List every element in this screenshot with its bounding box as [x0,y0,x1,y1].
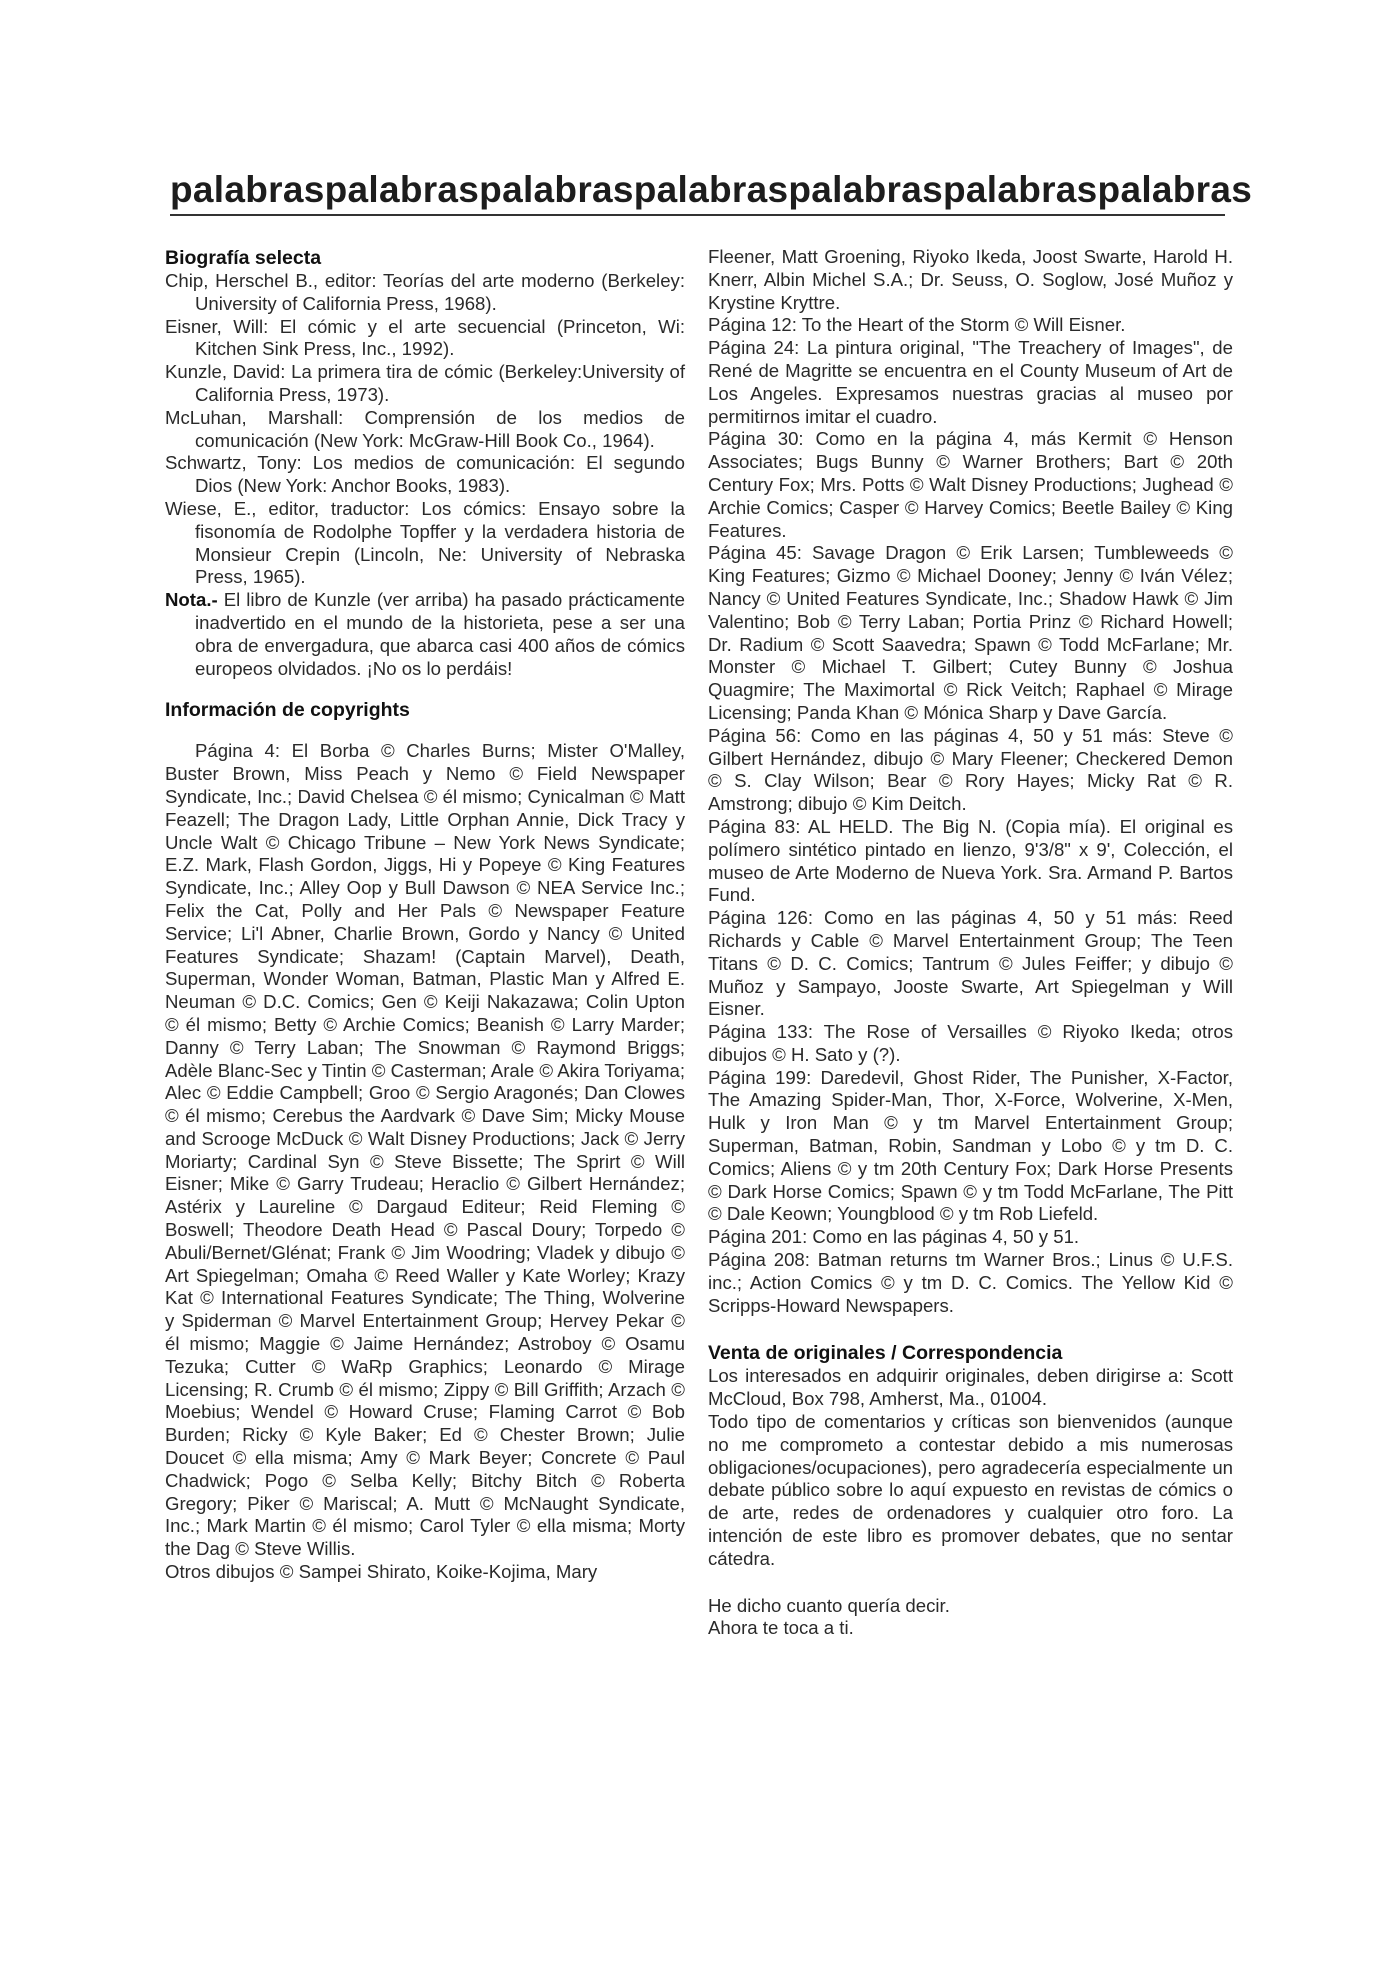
bibliography-entry: Chip, Herschel B., editor: Teorías del arte moderno (Berkeley: University of California Press, 1968). [165,270,685,314]
sales-paragraph: Los interesados en adquirir originales, deben dirigirse a: Scott McCloud, Box 798, Amherst, Ma., 01004. [708,1365,1233,1410]
header-title: palabraspalabraspalabraspalabraspalabraspalabraspalabras [170,169,1253,210]
page-header [170,168,1253,216]
copyright-paragraph: Fleener, Matt Groening, Riyoko Ikeda, Joost Swarte, Harold H. Knerr, Albin Michel S.A.; Dr. Seuss, O. Soglow, José Muñoz y Krystine Kryttre. [708,246,1233,313]
copyright-paragraph: Página 56: Como en las páginas 4, 50 y 51 más: Steve © Gilbert Hernández, dibujo © Mary Fleener; Checkered Demon © S. Clay Wilson; Bear © Rory Hayes; Micky Rat © R. Amstrong; dibujo © Kim Deitch. [708,724,1233,815]
copyright-paragraph: Página 30: Como en la página 4, más Kermit © Henson Associates; Bugs Bunny © Warner Brothers; Bart © 20th Century Fox; Mrs. Potts © Walt Disney Productions; Jughead © Archie Comics; Casper © Harvey Comics; Beetle Bailey © King Features. [708,428,1233,541]
bibliography-entry: Schwartz, Tony: Los medios de comunicación: El segundo Dios (New York: Anchor Books, 1983). [165,452,685,497]
bibliography-entry: McLuhan, Marshall: Comprensión de los medios de comunicación (New York: McGraw-Hill Book Co., 1964). [165,406,685,451]
copyright-paragraph: Página 208: Batman returns tm Warner Bros.; Linus © U.F.S. inc.; Action Comics © y tm D. C. Comics. The Yellow Kid © Scripps-Howard Newspapers. [708,1249,1233,1316]
bibliography-entry: Eisner, Will: El cómic y el arte secuencial (Princeton, Wi: Kitchen Sink Press, Inc., 1992). [165,315,685,360]
copyrights-heading: Información de copyrights [165,699,410,722]
closing-line: Ahora te toca a ti. [708,1617,854,1639]
copyright-paragraph: Página 12: To the Heart of the Storm © Will Eisner. [708,314,1126,336]
bibliography-entry: Wiese, E., editor, traductor: Los cómics: Ensayo sobre la fisonomía de Rodolphe Topffer y la verdadera historia de Monsieur Crepin (Lincoln, Ne: University of Nebraska Press, 1965). [165,497,685,588]
bibliography-heading: Biografía selecta [165,247,322,269]
bibliography-note [165,589,685,680]
copyrights-text: Página 4: El Borba © Charles Burns; Mister O'Malley, Buster Brown, Miss Peach y Nemo © Field Newspaper Syndicate, Inc.; David Chelsea © él mismo; Cynicalman © Matt Feazell; The Dragon Lady, Little Orphan Annie, Dick Tracy y Uncle Walt © Chicago Tribune – New York News Syndicate; E.Z. Mark, Flash Gordon, Jiggs, Hi y Popeye © King Features Syndicate, Inc.; Alley Oop y Bull Dawson © NEA Service Inc.; Felix the Cat, Polly and Her Pals © Newspaper Feature Service; Li'l Abner, Charlie Brown, Gordo y Nancy © United Features Syndicate; Shazam! (Captain Marvel), Death, Superman, Wonder Woman, Batman, Plastic Man y Alfred E. Neuman © D.C. Comics; Gen © Keiji Nakazawa; Colin Upton © él mismo; Betty © Archie Comics; Beanish © Larry Marder; Danny © Terry Laban; The Snowman © Raymond Briggs; Adèle Blanc-Sec y Tintin © Casterman; Arale © Akira Toriyama; Alec © Eddie Campbell; Groo © Sergio Aragonés; Dan Clowes © él mismo; Cerebus the Aardvark © Dave Sim; Micky Mouse and Scrooge McDuck © Walt Disney Productions; Jack © Jerry Moriarty; Cardinal Syn © Steve Bissette; The Sprirt © Will Eisner; Mike © Garry Trudeau; Heraclio © Gilbert Hernández; Astérix y Laureline © Dargaud Editeur; Reid Fleming © Boswell; Theodore Death Head © Pascal Doury; Torpedo © Abuli/Bernet/Glénat; Frank © Jim Woodring; Vladek y dibujo © Art Spiegelman; Omaha © Reed Waller y Kate Worley; Krazy Kat © International Features Syndicate; The Thing, Wolverine y Spiderman © Marvel Entertainment Group; Hervey Pekar © él mismo; Maggie © Jaime Hernández; Astroboy © Osamu Tezuka; Cutter © WaRp Graphics; Leonardo © Mirage Licensing; R. Crumb © él mismo; Zippy © Bill Griffith; Arzach © Moebius; Wendel © Howard Cruse; Flaming Carrot © Bob Burden; Ricky © Kyle Baker; Ed © Chester Brown; Julie Doucet © ella misma; Amy © Mark Beyer; Concrete © Paul Chadwick; Pogo © Selba Kelly; Bitchy Bitch © Roberta Gregory; Piker © Mariscal; A. Mutt © McNaught Syndicate, Inc.; Mark Martin © él mismo; Carol Tyler © ella misma; Morty the Dag © Steve Willis. [165,740,686,1560]
copyright-paragraph: Página 24: La pintura original, "The Treachery of Images", de René de Magritte se encuentra en el County Museum of Art de Los Angeles. Expresamos nuestras gracias al museo por permitirnos imitar el cuadro. [708,337,1233,427]
copyright-paragraph: Página 133: The Rose of Versailles © Riyoko Ikeda; otros dibujos © H. Sato y (?). [708,1021,1233,1065]
copyright-paragraph: Página 201: Como en las páginas 4, 50 y 51. [708,1226,1080,1248]
bibliography-entry: Kunzle, David: La primera tira de cómic (Berkeley:University of California Press, 1973). [165,361,685,405]
right-column [708,246,1233,1640]
closing-line: He dicho cuanto quería decir. [708,1594,950,1616]
copyright-paragraph: Página 83: AL HELD. The Big N. (Copia mía). El original es polímero sintético pintado en lienzo, 9'3/8" x 9', Colección, el museo de Arte Moderno de Nueva York. Sra. Armand P. Bartos Fund. [708,815,1233,906]
copyright-paragraph: Página 199: Daredevil, Ghost Rider, The Punisher, X-Factor, The Amazing Spider-Man, Thor, X-Force, Wolverine, X-Men, Hulk y Iron Man © y tm Marvel Entertainment Group; Superman, Batman, Robin, Sandman y Lobo © y tm D. C. Comics; Aliens © y tm 20th Century Fox; Dark Horse Presents © Dark Horse Comics; Spawn © y tm Todd McFarlane, The Pitt © Dale Keown; Youngblood © y tm Rob Liefeld. [708,1066,1233,1225]
copyright-paragraph: Página 126: Como en las páginas 4, 50 y 51 más: Reed Richards y Cable © Marvel Entertainment Group; The Teen Titans © D. C. Comics; Tantrum © Jules Feiffer; y dibujo © Muñoz y Sampayo, Jooste Swarte, Art Spiegelman y Will Eisner. [708,907,1233,1020]
note-text: El libro de Kunzle (ver arriba) ha pasado prácticamente inadvertido en el mundo de la historieta, pese a ser una obra de envergadura, que abarca casi 400 años de cómics europeos olvidados. ¡No os lo perdáis! [195,589,686,679]
copyrights-tail: Otros dibujos © Sampei Shirato, Koike-Kojima, Mary [165,1561,598,1583]
note-label: Nota.- [165,589,218,611]
header-rule [170,214,1225,216]
sales-heading: Venta de originales / Correspondencia [708,1342,1063,1365]
left-column [165,246,685,1584]
sales-paragraph: Todo tipo de comentarios y críticas son bienvenidos (aunque no me comprometo a contestar debido a mis numerosas obligaciones/ocupaciones), pero agradecería especialmente un debate público sobre lo aquí expuesto en revistas de cómics o de arte, redes de ordenadores y cualquier otro foro. La intención de este libro es promover debates, que no sentar cátedra. [708,1411,1233,1569]
copyright-paragraph: Página 45: Savage Dragon © Erik Larsen; Tumbleweeds © King Features; Gizmo © Michael Dooney; Jenny © Iván Vélez; Nancy © United Features Syndicate, Inc.; Shadow Hawk © Jim Valentino; Bob © Terry Laban; Portia Prinz © Richard Howell; Dr. Radium © Scott Saavedra; Spawn © Todd McFarlane; Mr. Monster © Michael T. Gilbert; Cutey Bunny © Joshua Quagmire; The Maximortal © Rick Veitch; Raphael © Mirage Licensing; Panda Khan © Mónica Sharp y Dave García. [708,542,1233,723]
